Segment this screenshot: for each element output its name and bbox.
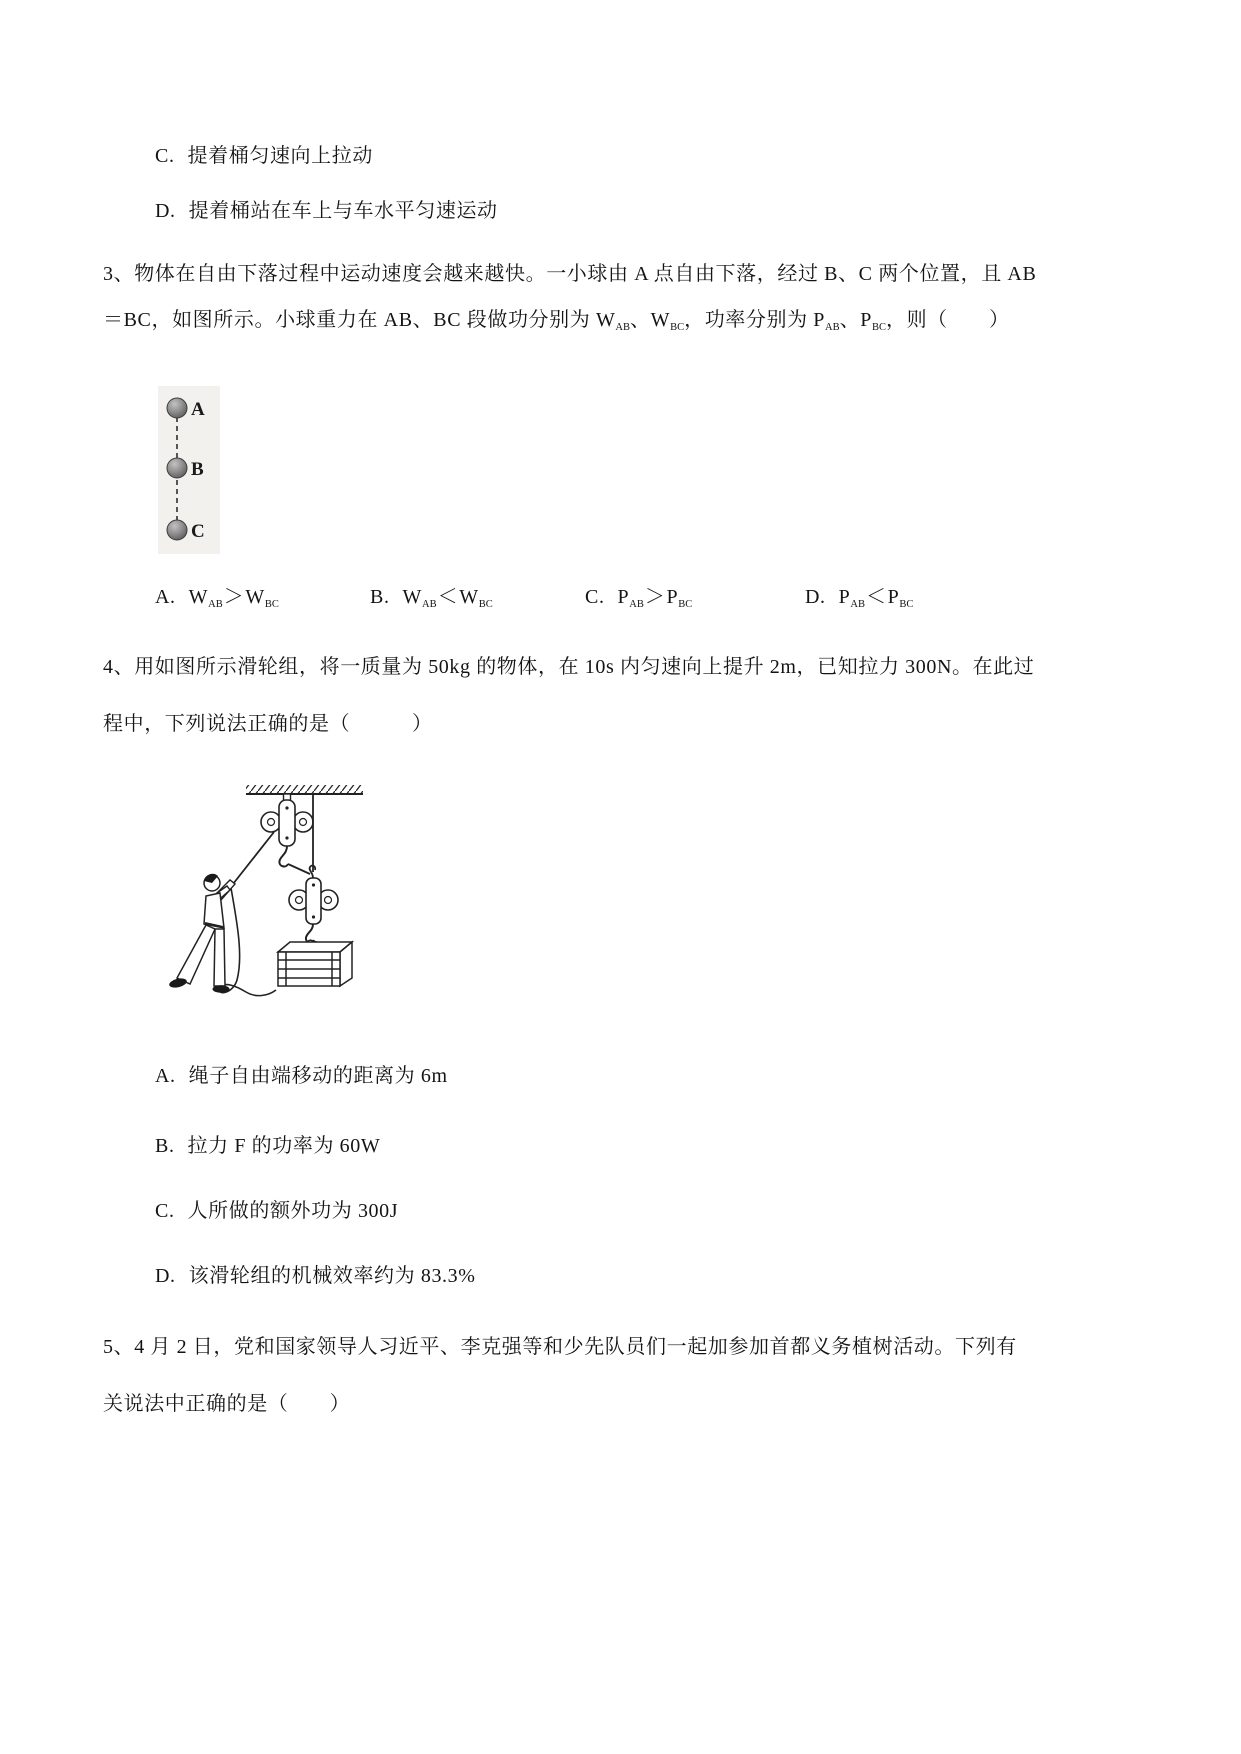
ceiling-hatching [246, 785, 363, 794]
subscript: AB [825, 322, 840, 333]
ball-a [167, 398, 187, 418]
question-4-text-line-1: 4、用如图所示滑轮组，将一质量为 50kg 的物体，在 10s 内匀速向上提升 2m，已知拉力 300N。在此过 [103, 656, 1035, 678]
question-3-text-line-2: ＝BC，如图所示。小球重力在 AB、BC 段做功分别为 $W_{AB}$、$W_{BC}$，功率分别为 $P_{AB}$、$P_{BC}$，则（ ） [103, 309, 1010, 333]
crate [278, 940, 352, 986]
option-letter: A. [155, 586, 176, 608]
question-4-text-line-2: 程中，下列说法正确的是（ ） [103, 713, 433, 735]
rope-strand-to-movable-pulley [288, 864, 310, 874]
ball-label-a: A [191, 399, 205, 420]
question-5-text-line-1: 5、4 月 2 日，党和国家领导人习近平、李克强等和少先队员们一起加参加首都义务植树活动。下列有 [103, 1336, 1017, 1358]
fixed-pulley [261, 794, 313, 866]
option-letter: D. [155, 1265, 176, 1287]
option-letter: C. [155, 145, 175, 167]
option-text: 提着桶站在车上与车水平匀速运动 [188, 200, 498, 222]
question-2-option-d [155, 198, 498, 224]
option-letter: B. [155, 1135, 175, 1157]
pulley-illustration-svg [160, 782, 365, 1017]
option-letter: C. [585, 586, 605, 608]
ball-b [167, 458, 187, 478]
man-figure [168, 874, 235, 993]
option-letter: D. [805, 586, 826, 608]
option-text: 人所做的额外功为 300J [187, 1200, 399, 1222]
question-3-option-d [805, 584, 913, 618]
pulley-illustration [160, 782, 365, 1017]
question-3-text-line-1: 3、物体在自由下落过程中运动速度会越来越快。一小球由 A 点自由下落，经过 B、C 两个位置，且 AB [103, 263, 1037, 285]
option-text: 该滑轮组的机械效率约为 83.3% [188, 1265, 476, 1287]
option-text: 绳子自由端移动的距离为 6m [188, 1065, 448, 1087]
question-4-option-c [155, 1198, 398, 1224]
option-letter: A. [155, 1065, 176, 1087]
formula: $P_{AB}<P_{BC}$ [838, 586, 914, 610]
question-4-option-b [155, 1133, 380, 1159]
ball-c [167, 520, 187, 540]
question-4-option-d [155, 1263, 476, 1289]
subscript: BC [670, 322, 685, 333]
subscript: BC [871, 322, 886, 333]
formula: $W_{AB}>W_{BC}$ [188, 586, 279, 610]
formula: $P_{AB}>P_{BC}$ [617, 586, 693, 610]
movable-pulley [289, 866, 338, 943]
rope-free-end-coil [219, 888, 276, 996]
free-fall-diagram-svg [158, 386, 220, 554]
question-3-option-b [370, 584, 493, 618]
ball-label-b: B [191, 459, 204, 480]
formula: $W_{AB}<W_{BC}$ [402, 586, 493, 610]
free-fall-diagram [158, 386, 220, 554]
option-text: 提着桶匀速向上拉动 [187, 145, 373, 167]
ball-label-c: C [191, 521, 205, 542]
option-letter: B. [370, 586, 390, 608]
question-5-text-line-2: 关说法中正确的是（ ） [103, 1393, 351, 1415]
question-3-option-c [585, 584, 692, 618]
question-3-option-a [155, 584, 279, 618]
option-letter: D. [155, 200, 176, 222]
subscript: AB [615, 322, 631, 333]
question-4-option-a [155, 1063, 448, 1089]
rope-pulled-by-man [233, 832, 274, 884]
question-2-option-c [155, 143, 373, 169]
option-letter: C. [155, 1200, 175, 1222]
option-text: 拉力 F 的功率为 60W [187, 1135, 381, 1157]
